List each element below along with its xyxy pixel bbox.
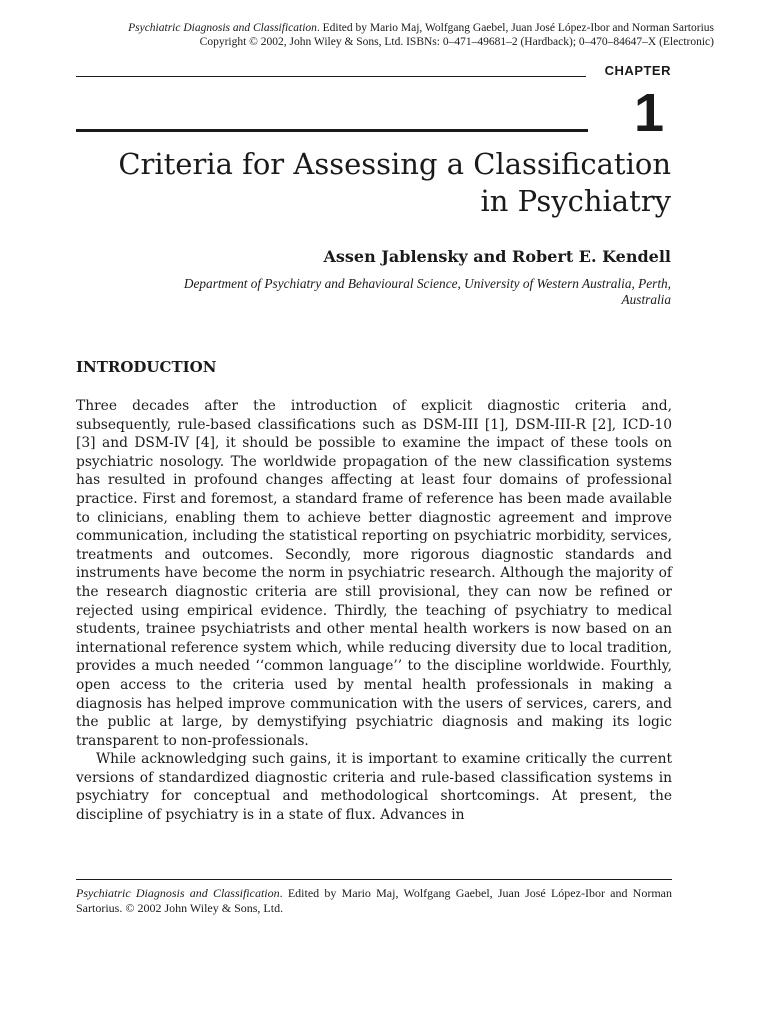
footer-rule [76, 879, 672, 880]
chapter-title [51, 146, 671, 220]
header-editors: . Edited by Mario Maj, Wolfgang Gaebel, Juan José López-Ibor and Norman Sartorius [316, 22, 714, 34]
header-citation-line [30, 21, 714, 35]
chapter-thick-rule [76, 129, 588, 132]
section-heading: INTRODUCTION [76, 358, 217, 376]
header-copyright: Copyright © 2002, John Wiley & Sons, Ltd. ISBNs: 0–471–49681–2 (Hardback); 0–470–84647–X (Electronic) [199, 36, 714, 48]
body-paragraph-2: While acknowledging such gains, it is important to examine critically the current versions of standardized diagnostic criteria and rule-based classification systems in psychiatry for conceptual and methodological shortcomings. At present, the discipline of psychiatry is in a state of flux. Advances in [76, 751, 672, 824]
affiliation-line-1: Department of Psychiatry and Behavioural Science, University of Western Australia, Perth, [183, 276, 671, 291]
body-text [76, 397, 672, 825]
body-paragraph-1: Three decades after the introduction of explicit diagnostic criteria and, subsequently, rule-based classifications such as DSM-III [1], DSM-III-R [2], ICD-10 [3] and DSM-IV [4], it should be possible to examine the impact of these tools on psychiatric nosology. The worldwide propagation of the new classification systems has resulted in profound changes affecting at least four domains of professional practice. First and foremost, a standard frame of reference has been made available to clinicians, enabling them to achieve better diagnostic agreement and improve communication, including the statistical reporting on psychiatric morbidity, services, treatments and outcomes. Secondly, more rigorous diagnostic standards and instruments have become the norm in psychiatric research. Although the majority of the research diagnostic criteria are still provisional, they can now be refined or rejected using empirical evidence. Thirdly, the teaching of psychiatry to medical students, trainee psychiatrists and other mental health workers is now based on an international reference system which, while reducing diversity due to local tradition, provides a much needed ‘‘common language’’ to the discipline worldwide. Fourthly, open access to the criteria used by mental health professionals in making a diagnosis has helped improve communication with the users of services, carers, and the public at large, by demystifying psychiatric diagnosis and making its logic transparent to non-professionals. [76, 398, 672, 749]
affiliation-line-2: Australia [621, 292, 671, 307]
page-footer [76, 886, 672, 916]
author-affiliation [71, 276, 671, 308]
page-header [30, 21, 714, 49]
footer-book-title: Psychiatric Diagnosis and Classification [76, 886, 280, 900]
header-book-title: Psychiatric Diagnosis and Classification [128, 22, 317, 34]
chapter-top-rule [76, 76, 586, 77]
chapter-number: 1 [633, 83, 664, 143]
chapter-authors: Assen Jablensky and Robert E. Kendell [323, 247, 671, 266]
chapter-label: CHAPTER [604, 63, 671, 78]
chapter-title-line-2: in Psychiatry [480, 184, 671, 218]
footer-text: . Edited by Mario Maj, Wolfgang Gaebel, Juan José López-Ibor and Norman Sartorius. © 2002 John Wiley & Sons, Ltd. [76, 886, 673, 915]
chapter-title-line-1: Criteria for Assessing a Classification [118, 147, 671, 181]
